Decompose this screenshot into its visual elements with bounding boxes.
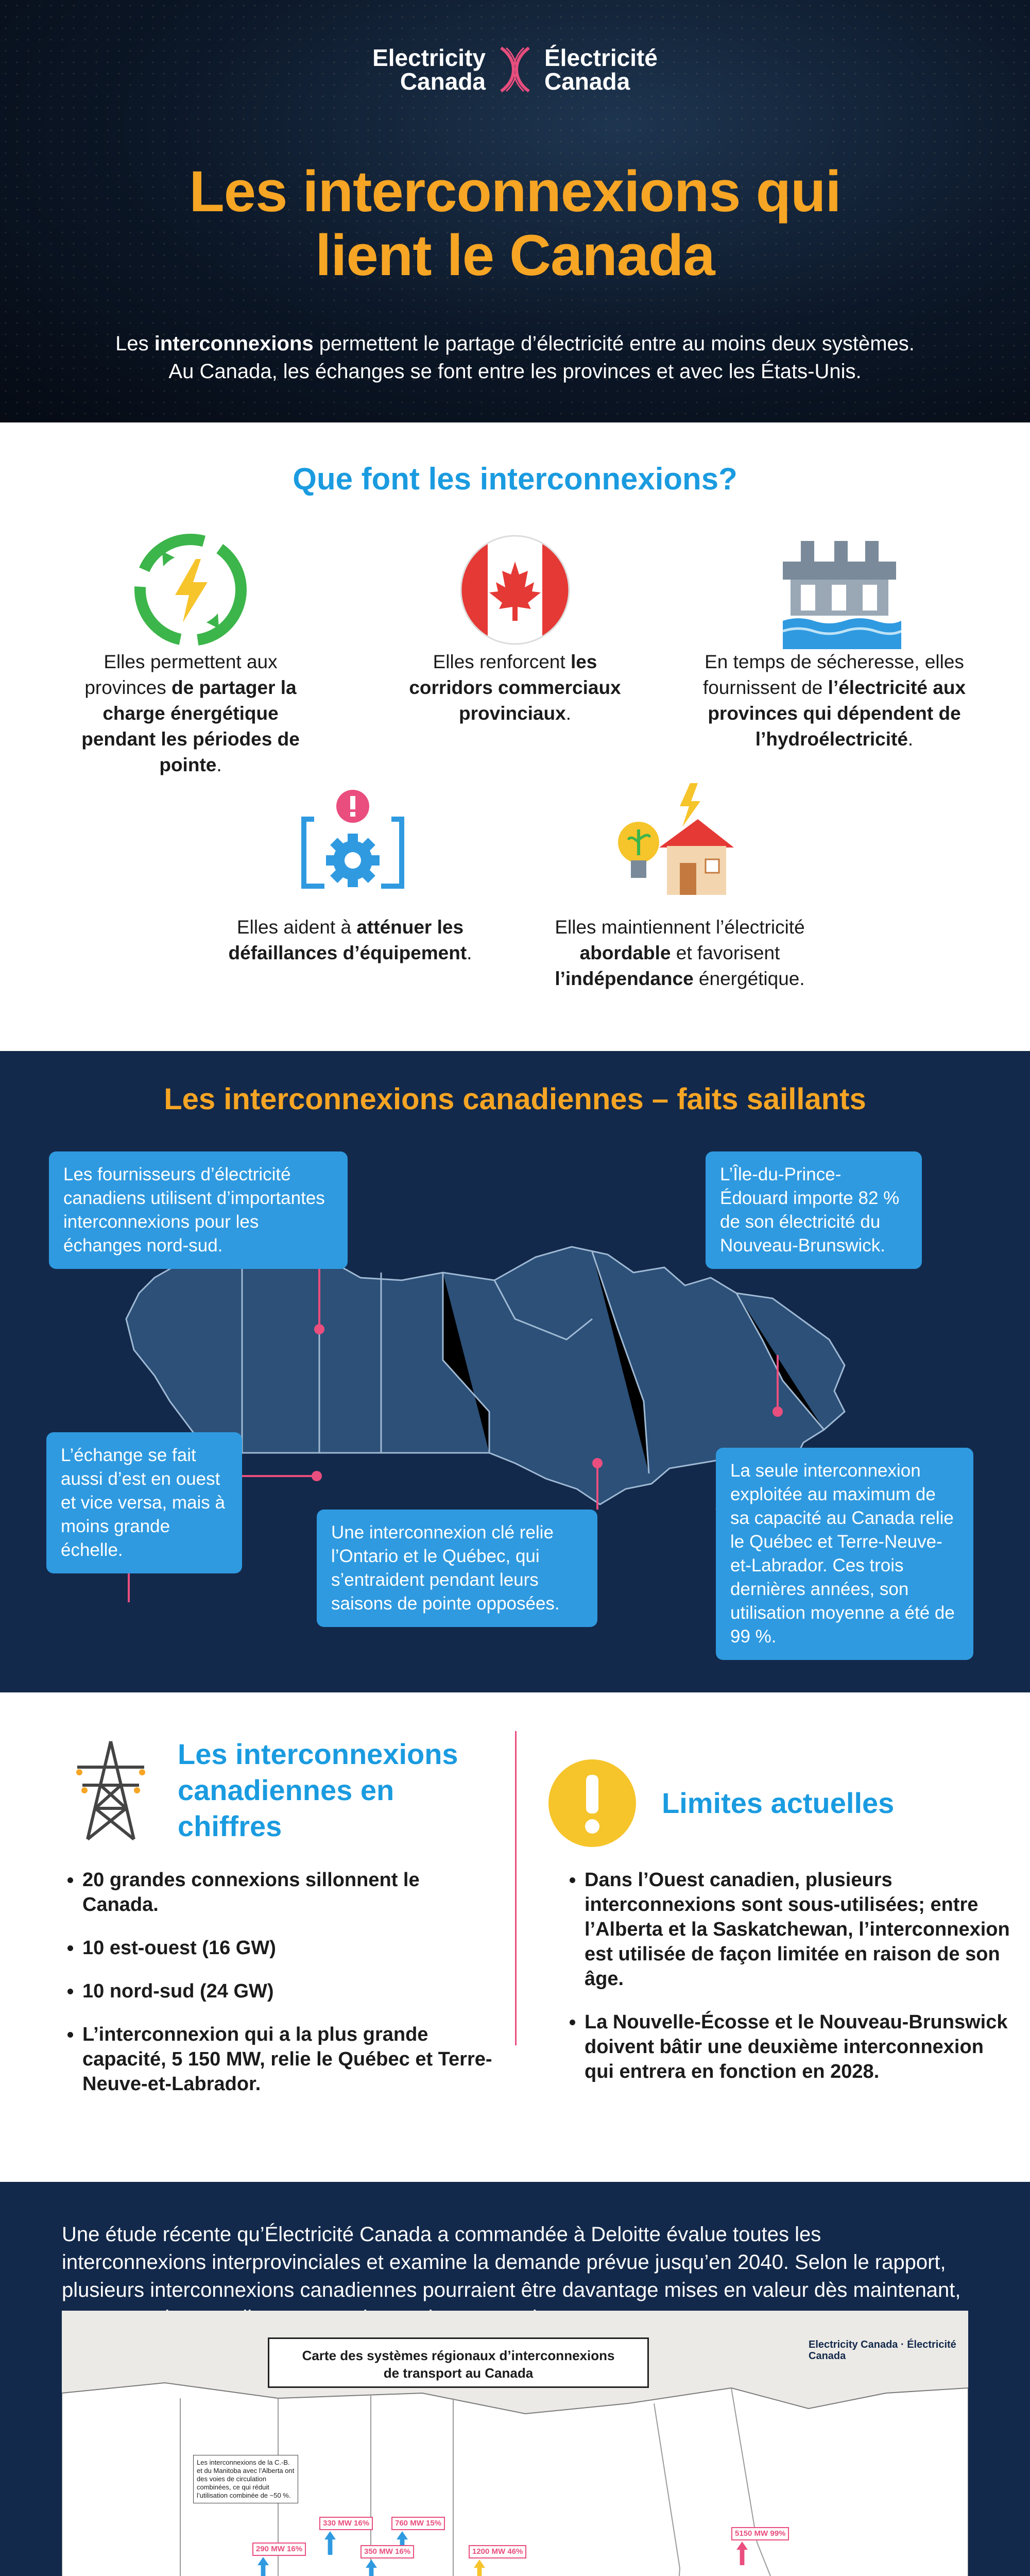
hydro-dam-icon bbox=[778, 531, 901, 649]
numbers-title: Les interconnexions canadiennes en chiffres bbox=[178, 1738, 458, 1842]
limits-title: Limites actuelles bbox=[662, 1787, 895, 1819]
map-title: Carte des systèmes régionaux d’interconnexions de transport au Canada bbox=[268, 2337, 649, 2388]
map-arrow-label: 290 MW 16% bbox=[252, 2543, 306, 2556]
what-item-2: Elles renforcent les corridors commerciaux provinciaux. bbox=[409, 651, 621, 724]
list-item: • 10 nord-sud (24 GW) bbox=[82, 1979, 494, 2004]
facts-section bbox=[0, 1051, 1030, 1692]
column-divider bbox=[515, 1731, 517, 2045]
fact-callout-east-west: L’échange se fait aussi d’est en ouest et vice versa, mais à moins grande échelle. bbox=[46, 1432, 242, 1573]
map-note: Les interconnexions de la C.-B. et du Manitoba avec l’Alberta ont des voies de circulation combinées, ce qui réduit l’utilisation combinée de ~50 %. bbox=[193, 2455, 298, 2503]
what-item-1: Elles permettent aux provinces de partager la charge énergétique pendant les périodes de pointe. bbox=[81, 651, 300, 775]
fact-callout-quebec-nl: La seule interconnexion exploitée au maximum de sa capacité au Canada relie le Québec et Terre-Neuve-et-Labrador. Ces trois dernières années, son utilisation moyenne a été de 99 %. bbox=[716, 1448, 973, 1660]
list-item: • L’interconnexion qui a la plus grande capacité, 5 150 MW, relie le Québec et Terre-Neuve-et-Labrador. bbox=[82, 2022, 494, 2096]
what-item-5: Elles maintiennent l’électricité abordable et favorisent l’indépendance énergétique. bbox=[555, 917, 805, 989]
study-text: Une étude récente qu’Électricité Canada a commandée à Deloitte évalue toutes les interconnexions interprovinciales et examine la demande prévue jusqu’en 2040. Selon le rapport, plusieurs interconnexions canadiennes pourraient être davantage mises en valeur dès maintenant, bbox=[62, 2223, 961, 2301]
lightning-cycle-icon bbox=[131, 531, 250, 649]
map-arrow-label: 350 MW 16% bbox=[360, 2545, 414, 2558]
numbers-list bbox=[57, 1868, 494, 2115]
hero-section bbox=[0, 0, 1030, 422]
map-arrow-label: 760 MW 15% bbox=[391, 2517, 445, 2530]
list-item: • 20 grandes connexions sillonnent le Canada. bbox=[82, 1868, 494, 1917]
brand-en: Electricity Canada bbox=[372, 44, 486, 95]
what-section bbox=[0, 422, 1030, 1051]
map-arrow-label: 1200 MW 46% bbox=[469, 2545, 526, 2558]
fact-callout-pei: L’Île-du-Prince-Édouard importe 82 % de son électricité du Nouveau-Brunswick. bbox=[706, 1151, 922, 1269]
list-item: • 10 est-ouest (16 GW) bbox=[82, 1936, 494, 1960]
list-item: • La Nouvelle-Écosse et le Nouveau-Brunswick doivent bâtir une deuxième interconnexion qui entrera en fonction en 2028. bbox=[585, 2010, 1012, 2084]
list-item: • Dans l’Ouest canadien, plusieurs interconnexions sont sous-utilisées; entre l’Alberta et la Saskatchewan, l’interconnexion est utilisée de façon limitée en raison de son âge. bbox=[585, 1868, 1012, 1991]
fact-callout-north-south: Les fournisseurs d’électricité canadiens utilisent d’importantes interconnexions pour les échanges nord-sud. bbox=[49, 1151, 348, 1269]
what-title: Que font les interconnexions? bbox=[293, 462, 737, 496]
power-tower-icon bbox=[72, 1736, 149, 1844]
brand-mark-icon bbox=[497, 44, 533, 95]
what-item-3: En temps de sécheresse, elles fournissent de l’électricité aux provinces qui dépendent de l’hydroélectricité. bbox=[702, 651, 966, 750]
numbers-section bbox=[0, 1692, 1030, 2182]
map-arrow-label: 330 MW 16% bbox=[319, 2517, 373, 2530]
brand-fr: Électricité Canada bbox=[544, 44, 658, 95]
interconnection-map bbox=[62, 2311, 968, 2576]
hero-intro: Les interconnexions permettent le partage d’électricité entre au moins deux systèmes. Au Canada, les échanges se font entre les provinces et avec les États-Unis. bbox=[115, 332, 915, 383]
brand-logo bbox=[0, 44, 1030, 95]
canada-flag-icon bbox=[456, 531, 574, 649]
gear-alert-icon bbox=[294, 783, 412, 902]
facts-title: Les interconnexions canadiennes – faits saillants bbox=[164, 1082, 866, 1116]
fact-callout-ontario-quebec: Une interconnexion clé relie l’Ontario et le Québec, qui s’entraident pendant leurs saisons de pointe opposées. bbox=[317, 1510, 597, 1627]
what-item-4: Elles aident à atténuer les défaillances d’équipement. bbox=[228, 917, 472, 963]
warning-icon bbox=[546, 1757, 639, 1850]
limits-list bbox=[559, 1868, 1012, 2103]
lightbulb-house-icon bbox=[603, 778, 736, 902]
study-section bbox=[0, 2182, 1030, 2576]
page-title: Les interconnexions qui lient le Canada bbox=[189, 159, 841, 287]
map-arrow-label: 5150 MW 99% bbox=[731, 2527, 789, 2540]
map-brand: Electricity Canada · Électricité Canada bbox=[809, 2339, 956, 2362]
